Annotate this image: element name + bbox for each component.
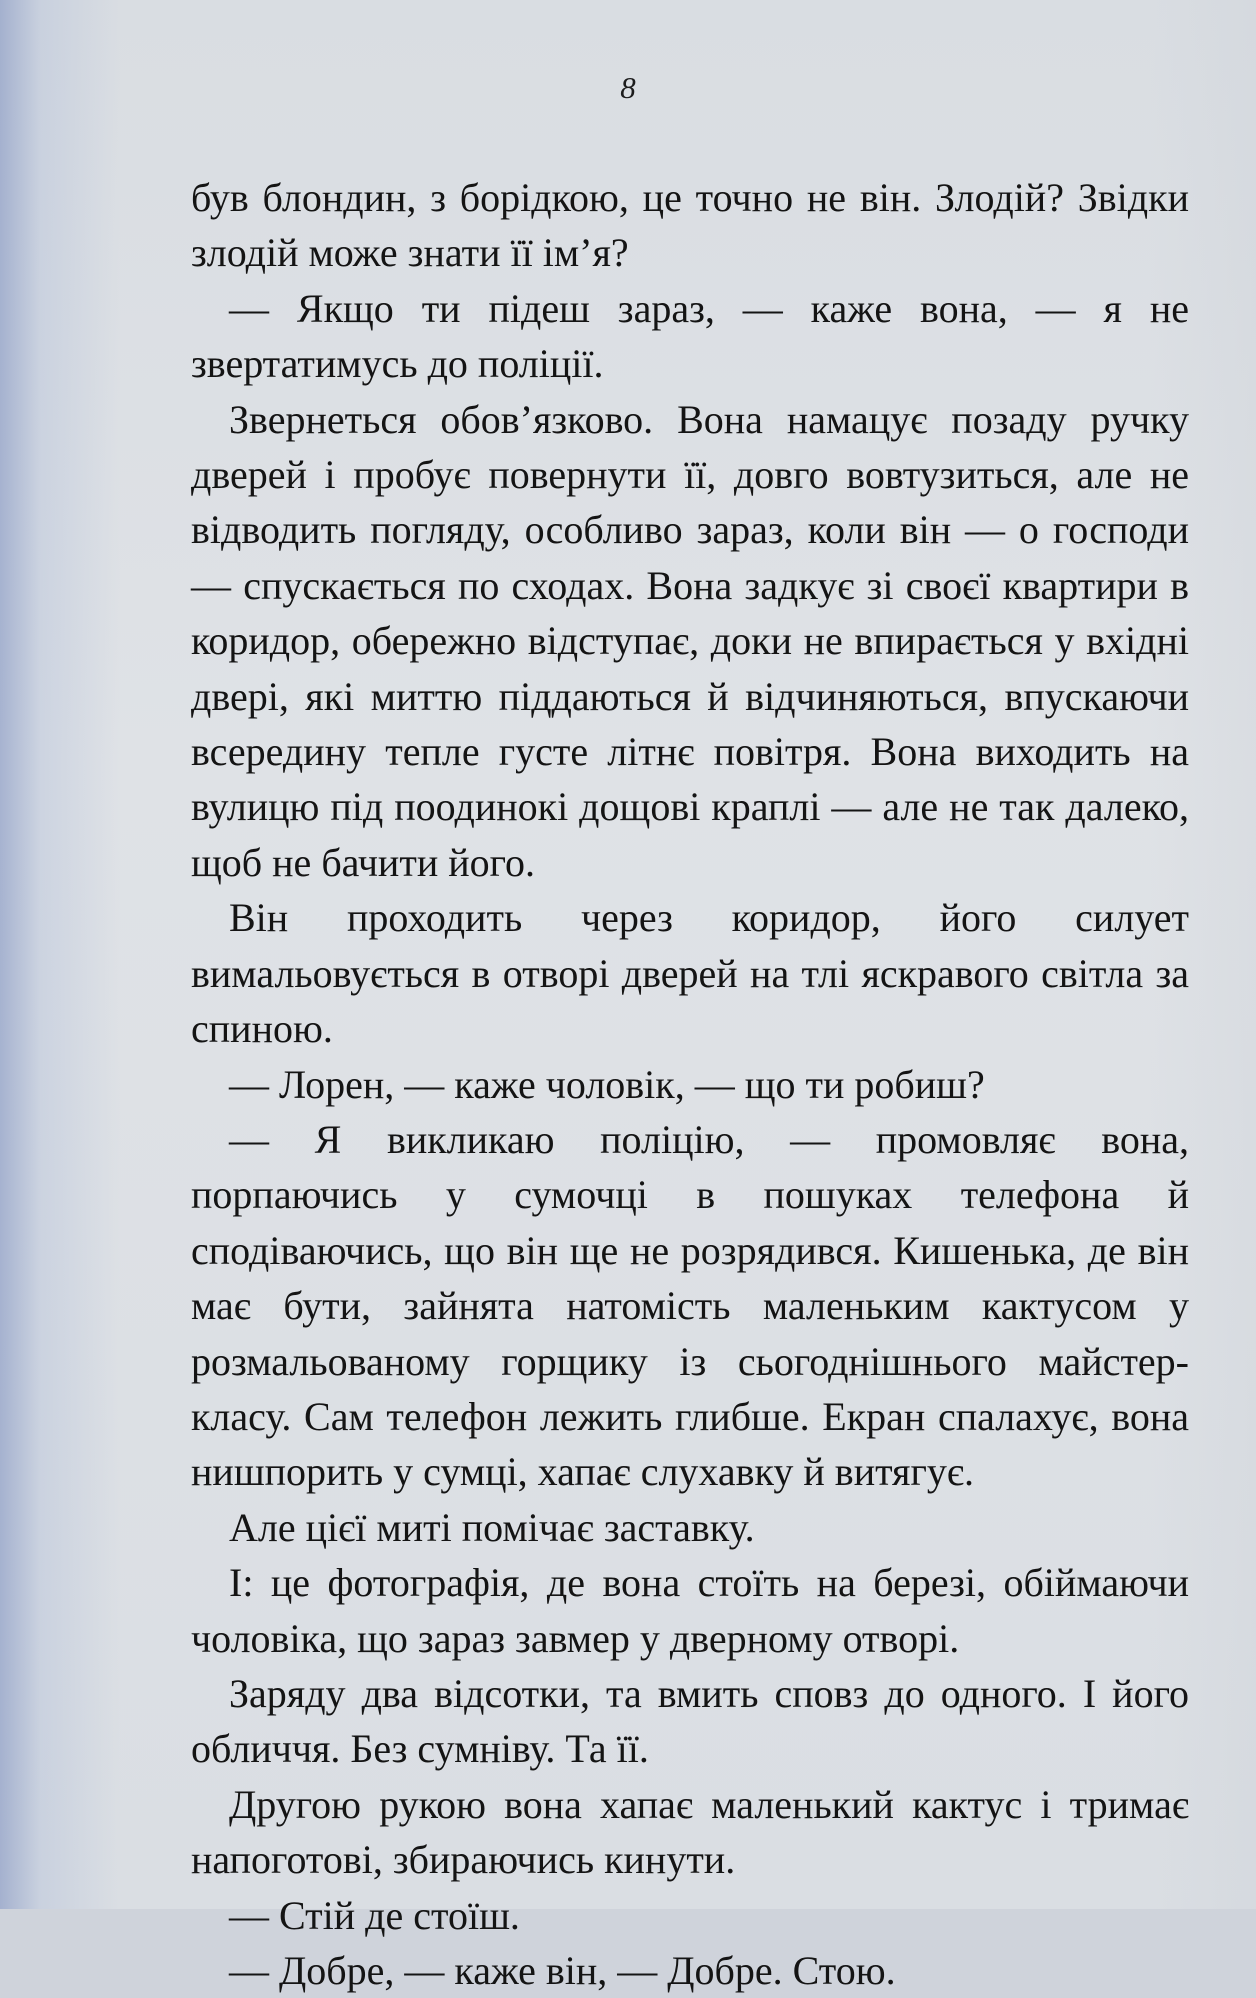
page-number: 8	[620, 70, 636, 105]
paragraph: — Якщо ти підеш зараз, — каже вона, — я не звертатимусь до поліції.	[191, 285, 1189, 387]
paragraph: — Я викликаю поліцію, — промовляє вона, порпаючись у сумочці в пошуках телефона й сподіваючись, що він ще не розрядився. Кишенька, де він має бути, зайнята натомість маленьким кактусом у розмальованому горщику із сьогоднішнього майстер-класу. Сам телефон лежить глибше. Екран спалахує, вона нишпорить у сумці, хапає слухавку й витягує.	[191, 1116, 1189, 1495]
paragraph: Він проходить через коридор, його силует вимальовується в отворі дверей на тлі яскравого світла за спиною.	[191, 895, 1189, 1052]
page-text	[191, 170, 1189, 1998]
paragraph: Звернеться обов’язково. Вона намацує позаду ручку дверей і пробує повернути її, довго вовтузиться, але не відводить погляду, особливо зараз, коли він — о господи — спускається по сходах. Вона задкує зі своєї квартири в коридор, обережно відступає, доки не впирається у вхідні двері, які миттю піддаються й відчиняються, впускаючи всередину тепле густе літнє повітря. Вона виходить на вулицю під поодинокі дощові краплі — але не так далеко, щоб не бачити його.	[191, 396, 1189, 885]
paragraph: — Лорен, — каже чоловік, — що ти робиш?	[229, 1061, 985, 1107]
paragraph: був блондин, з борідкою, це точно не він. Злодій? Звідки злодій може знати її ім’я?	[191, 175, 1189, 276]
paragraph: Другою рукою вона хапає маленький кактус і тримає напоготові, збираючись кинути.	[191, 1781, 1189, 1883]
paragraph: Але цієї миті помічає заставку.	[229, 1504, 755, 1550]
paragraph: — Добре, — каже він, — Добре. Стою.	[229, 1948, 896, 1993]
paragraph: Заряду два відсотки, та вмить сповз до одного. І його обличчя. Без сумніву. Та її.	[191, 1670, 1189, 1772]
paragraph: — Стій де стоїш.	[229, 1892, 520, 1938]
paragraph: І: це фотографія, де вона стоїть на березі, обіймаючи чоловіка, що зараз завмер у дверному отворі.	[191, 1560, 1189, 1661]
